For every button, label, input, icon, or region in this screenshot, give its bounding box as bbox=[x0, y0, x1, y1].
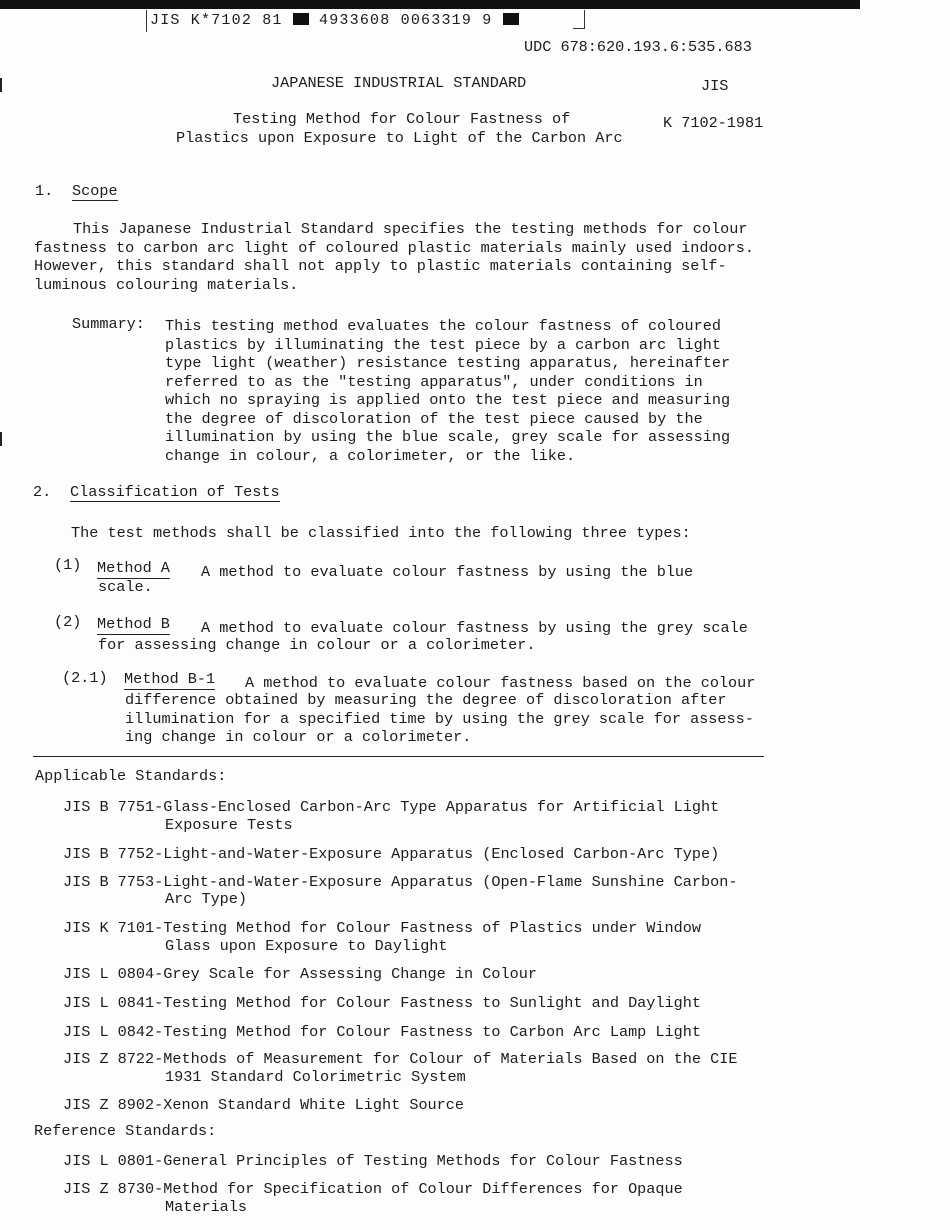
summary-line: which no spraying is applied onto the test piece and measuring bbox=[165, 391, 731, 409]
applicable-item: JIS L 0804-Grey Scale for Assessing Change in Colour bbox=[63, 965, 537, 983]
method-a-label: Method A bbox=[97, 559, 170, 579]
summary-line: type light (weather) resistance testing apparatus, hereinafter bbox=[165, 354, 731, 372]
summary-line: illumination by using the blue scale, grey scale for assessing bbox=[165, 428, 731, 446]
method-b1-text-cont: difference obtained by measuring the degree of discoloration after bbox=[125, 691, 727, 709]
summary-line: This testing method evaluates the colour fastness of coloured bbox=[165, 317, 721, 335]
item-number: (1) bbox=[54, 556, 82, 574]
scope-para-line: luminous colouring materials. bbox=[34, 275, 299, 294]
applicable-item-cont: Arc Type) bbox=[165, 890, 248, 908]
method-b1-label: Method B-1 bbox=[124, 670, 215, 690]
barcode-bracket-left bbox=[146, 10, 147, 32]
applicable-item: JIS B 7753-Light-and-Water-Exposure Apparatus (Open-Flame Sunshine Carbon- bbox=[63, 873, 738, 891]
footnote-divider bbox=[33, 756, 764, 757]
scan-edge-mark bbox=[0, 432, 2, 446]
section2-number: 2. bbox=[33, 483, 52, 501]
item-number: (2) bbox=[54, 613, 82, 631]
method-b1-text-cont: illumination for a specified time by using the grey scale for assess- bbox=[125, 709, 754, 728]
catalog-barcode-line bbox=[150, 12, 519, 29]
applicable-item-cont: Exposure Tests bbox=[165, 816, 293, 834]
summary-line: referred to as the "testing apparatus", under conditions in bbox=[165, 372, 703, 391]
reference-item: JIS L 0801-General Principles of Testing Methods for Colour Fastness bbox=[63, 1152, 683, 1170]
method-a-text: A method to evaluate colour fastness by using the blue bbox=[201, 563, 694, 581]
section2-intro: The test methods shall be classified into the following three types: bbox=[71, 524, 691, 542]
section1-heading: Scope bbox=[72, 182, 118, 200]
method-b1-text: A method to evaluate colour fastness based on the colour bbox=[245, 674, 756, 692]
scope-para-line: fastness to carbon arc light of coloured plastic materials mainly used indoors. bbox=[34, 238, 755, 257]
applicable-heading: Applicable Standards: bbox=[35, 767, 227, 785]
scope-para-line: However, this standard shall not apply to plastic materials containing self- bbox=[34, 257, 727, 275]
reference-heading: Reference Standards: bbox=[34, 1122, 217, 1140]
udc-code: UDC 678:620.193.6:535.683 bbox=[524, 38, 752, 56]
barcode-block-icon bbox=[503, 13, 519, 25]
method-b-text: A method to evaluate colour fastness by using the grey scale bbox=[201, 619, 748, 637]
applicable-item-cont: 1931 Standard Colorimetric System bbox=[165, 1068, 466, 1086]
applicable-item: JIS L 0842-Testing Method for Colour Fastness to Carbon Arc Lamp Light bbox=[63, 1023, 701, 1041]
barcode-block-icon bbox=[293, 13, 309, 25]
reference-item: JIS Z 8730-Method for Specification of Colour Differences for Opaque bbox=[63, 1180, 683, 1198]
applicable-item: JIS B 7752-Light-and-Water-Exposure Apparatus (Enclosed Carbon-Arc Type) bbox=[63, 845, 720, 863]
doc-title-line1: Testing Method for Colour Fastness of bbox=[233, 110, 571, 128]
summary-line: plastics by illuminating the test piece by a carbon arc light bbox=[165, 335, 721, 354]
scan-edge-mark bbox=[0, 78, 2, 92]
applicable-item: JIS B 7751-Glass-Enclosed Carbon-Arc Type Apparatus for Artificial Light bbox=[63, 798, 720, 816]
method-a-text-cont: scale. bbox=[98, 578, 153, 596]
scope-para-line: This Japanese Industrial Standard specifies the testing methods for colour bbox=[73, 220, 748, 238]
barcode-prefix: JIS K*7102 81 bbox=[150, 12, 283, 29]
jis-mark: JIS bbox=[701, 77, 729, 95]
method-b1-text-cont: ing change in colour or a colorimeter. bbox=[125, 728, 472, 746]
applicable-item: JIS K 7101-Testing Method for Colour Fastness of Plastics under Window bbox=[63, 919, 701, 937]
applicable-item: JIS L 0841-Testing Method for Colour Fastness to Sunlight and Daylight bbox=[63, 994, 701, 1012]
applicable-item: JIS Z 8722-Methods of Measurement for Colour of Materials Based on the CIE bbox=[63, 1050, 738, 1068]
summary-label: Summary: bbox=[72, 315, 145, 333]
barcode-bracket-right bbox=[584, 10, 585, 28]
org-title: JAPANESE INDUSTRIAL STANDARD bbox=[271, 74, 527, 92]
barcode-mid: 4933608 0063319 9 bbox=[319, 12, 493, 29]
method-b-label: Method B bbox=[97, 615, 170, 635]
item-number: (2.1) bbox=[62, 669, 108, 687]
section2-heading: Classification of Tests bbox=[70, 483, 280, 501]
barcode-bracket-right-foot bbox=[573, 28, 585, 29]
applicable-item-cont: Glass upon Exposure to Daylight bbox=[165, 937, 448, 955]
section1-number: 1. bbox=[35, 182, 54, 200]
applicable-item: JIS Z 8902-Xenon Standard White Light Source bbox=[63, 1096, 465, 1114]
summary-line: change in colour, a colorimeter, or the like. bbox=[165, 446, 576, 465]
doc-title-line2: Plastics upon Exposure to Light of the Carbon Arc bbox=[176, 129, 623, 147]
method-b-text-cont: for assessing change in colour or a colorimeter. bbox=[98, 636, 536, 654]
standard-number: K 7102-1981 bbox=[663, 114, 764, 132]
scan-top-border bbox=[0, 0, 860, 9]
summary-line: the degree of discoloration of the test piece caused by the bbox=[165, 409, 703, 428]
reference-item-cont: Materials bbox=[165, 1198, 248, 1216]
